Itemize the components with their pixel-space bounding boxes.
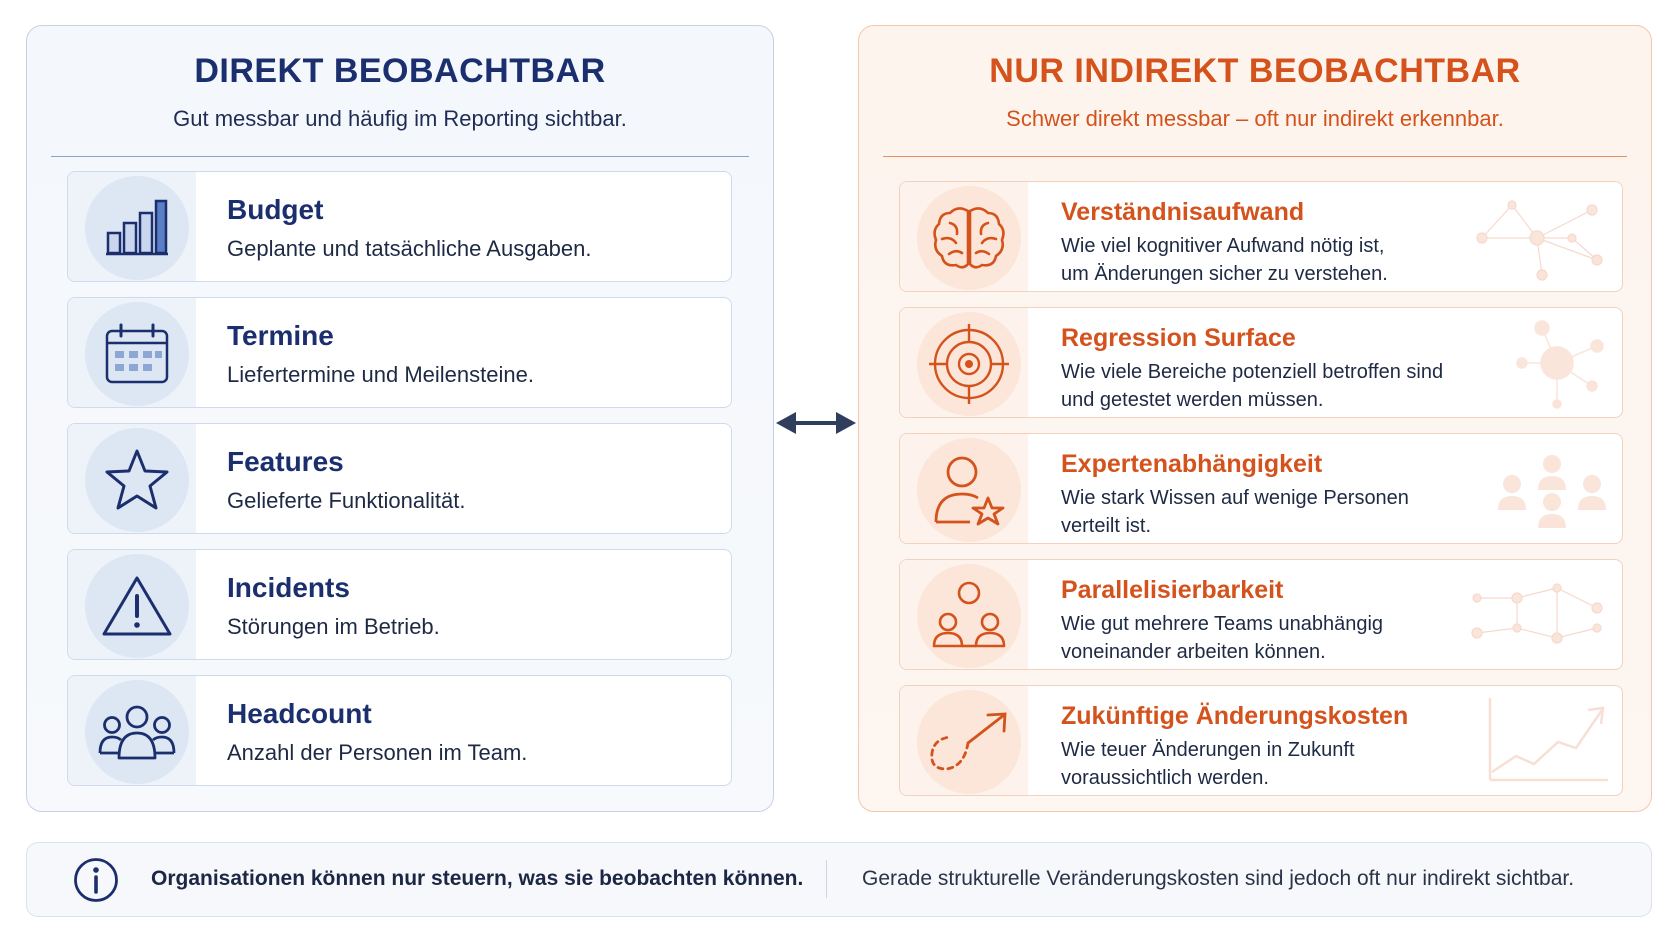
card-incidents [67, 549, 732, 660]
footer-bar [26, 842, 1652, 917]
bar-chart-icon [106, 199, 168, 257]
card-budget [67, 171, 732, 282]
star-icon [104, 448, 170, 512]
card-title: Incidents [227, 572, 350, 603]
calendar-icon [104, 323, 170, 385]
double-arrow-icon [774, 404, 858, 442]
card-title: Parallelisierbarkeit [1061, 576, 1284, 604]
rising-line-chart-icon [1482, 694, 1612, 788]
card-description: Wie viel kognitiver Aufwand nötig ist, um Änderungen sicher zu verstehen. [1061, 235, 1388, 285]
card-features [67, 423, 732, 534]
card-title: Features [227, 446, 344, 477]
card-parallelisierbarkeit [899, 559, 1623, 670]
card-termine [67, 297, 732, 408]
card-description: Wie teuer Änderungen in Zukunft voraussichtlich werden. [1061, 739, 1355, 789]
card-description: Anzahl der Personen im Team. [227, 740, 528, 765]
indirect-panel [858, 25, 1652, 812]
card-title: Expertenabhängigkeit [1061, 450, 1323, 478]
target-icon [929, 324, 1009, 404]
card-expertenabhaengigkeit [899, 433, 1623, 544]
card-description: Wie gut mehrere Teams unabhängig voneinander arbeiten können. [1061, 613, 1384, 663]
person-star-icon [932, 454, 1006, 526]
card-description: Störungen im Betrieb. [227, 614, 440, 639]
card-title: Regression Surface [1061, 324, 1296, 352]
card-regression-surface [899, 307, 1623, 418]
indirect-panel-subtitle: Schwer direkt messbar – oft nur indirekt erkennbar. [1006, 106, 1504, 131]
card-title: Termine [227, 320, 334, 351]
card-description: Liefertermine und Meilensteine. [227, 362, 534, 387]
card-title: Headcount [227, 698, 372, 729]
card-title: Zukünftige Änderungskosten [1061, 702, 1409, 730]
impact-burst-icon [1502, 316, 1612, 410]
people-group-icon [1492, 442, 1612, 536]
trend-arrow-icon [928, 709, 1010, 775]
network-graph-icon [1462, 568, 1612, 662]
card-headcount [67, 675, 732, 786]
info-icon [73, 857, 119, 903]
card-description: Geplante und tatsächliche Ausgaben. [227, 236, 592, 261]
card-description: Wie viele Bereiche potenziell betroffen sind und getestet werden müssen. [1061, 361, 1444, 411]
footer-divider [826, 860, 827, 898]
people-icon [98, 703, 176, 761]
indirect-panel-title: NUR INDIREKT BEOBACHTBAR [989, 52, 1521, 90]
network-graph-icon [1462, 190, 1612, 284]
direct-panel [26, 25, 774, 812]
brain-icon [932, 205, 1006, 271]
footer-note: Gerade strukturelle Veränderungskosten sind jedoch oft nur indirekt sichtbar. [862, 867, 1575, 890]
footer-statement: Organisationen können nur steuern, was sie beobachten können. [151, 867, 804, 890]
card-title: Verständnisaufwand [1061, 198, 1305, 226]
warning-icon [101, 574, 173, 638]
card-title: Budget [227, 194, 324, 225]
direct-panel-title: DIREKT BEOBACHTBAR [194, 52, 606, 90]
card-description: Wie stark Wissen auf wenige Personen verteilt ist. [1061, 487, 1409, 537]
card-zukuenftige-aenderungskosten [899, 685, 1623, 796]
card-verstaendnisaufwand [899, 181, 1623, 292]
direct-panel-divider [51, 156, 749, 157]
card-description: Gelieferte Funktionalität. [227, 488, 466, 513]
team-icon [931, 580, 1007, 652]
direct-panel-subtitle: Gut messbar und häufig im Reporting sichtbar. [173, 106, 627, 131]
indirect-panel-divider [883, 156, 1627, 157]
